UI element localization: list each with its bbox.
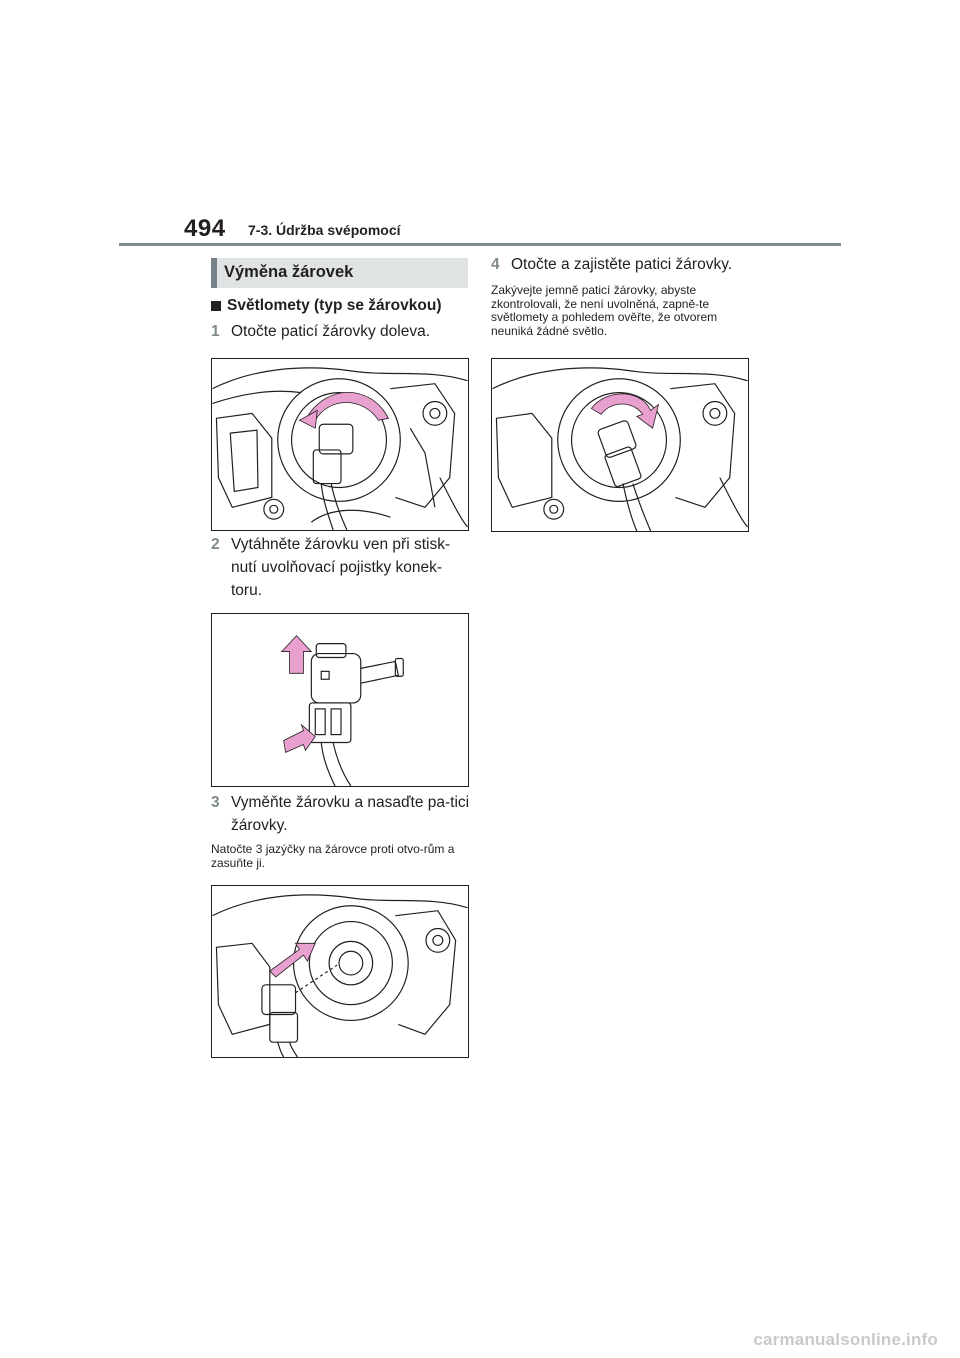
step-3 — [211, 791, 473, 837]
headlamp-illustration-1 — [212, 359, 468, 530]
step-4 — [491, 253, 761, 276]
step-2 — [211, 533, 473, 602]
figure-rotate-lock — [491, 358, 749, 532]
figure-insert-bulb — [211, 885, 469, 1058]
headlamp-illustration-3 — [212, 886, 468, 1057]
subheading-text: Světlomety (typ se žárovkou) — [227, 297, 442, 314]
section-reference: 7-3. Údržba svépomocí — [248, 222, 401, 238]
section-title: Výměna žárovek — [211, 258, 468, 288]
step-number: 4 — [491, 256, 500, 273]
header-rule — [119, 243, 841, 246]
step-text: Otočte paticí žárovky doleva. — [231, 323, 431, 340]
step-number: 3 — [211, 794, 220, 811]
step-text: Vytáhněte žárovku ven při stisk-nutí uvolňovací pojistky konek-toru. — [231, 536, 451, 599]
step-3-note: Natočte 3 jazýčky na žárovce proti otvo-rům a zasuňte ji. — [211, 842, 455, 870]
watermark: carmanualsonline.info — [753, 1330, 938, 1349]
step-text: Otočte a zajistěte patici žárovky. — [511, 256, 733, 273]
square-bullet-icon — [211, 301, 221, 311]
bulb-connector-illustration — [212, 614, 468, 786]
step-4-note: Zakývejte jemně paticí žárovky, abyste zkontrolovali, že není uvolněná, zapně-te světlomety a pohledem ověřte, že otvorem neuniká žádné světlo. — [491, 283, 718, 338]
page-number: 494 — [184, 215, 226, 242]
figure-pull-bulb — [211, 613, 469, 787]
figure-rotate-left — [211, 358, 469, 531]
step-text: Vyměňte žárovku a nasaďte pa-tici žárovky. — [231, 794, 470, 834]
step-number: 2 — [211, 536, 220, 553]
step-1 — [211, 320, 471, 343]
headlamp-illustration-4 — [492, 359, 748, 531]
step-number: 1 — [211, 323, 220, 340]
subheading — [211, 297, 441, 315]
